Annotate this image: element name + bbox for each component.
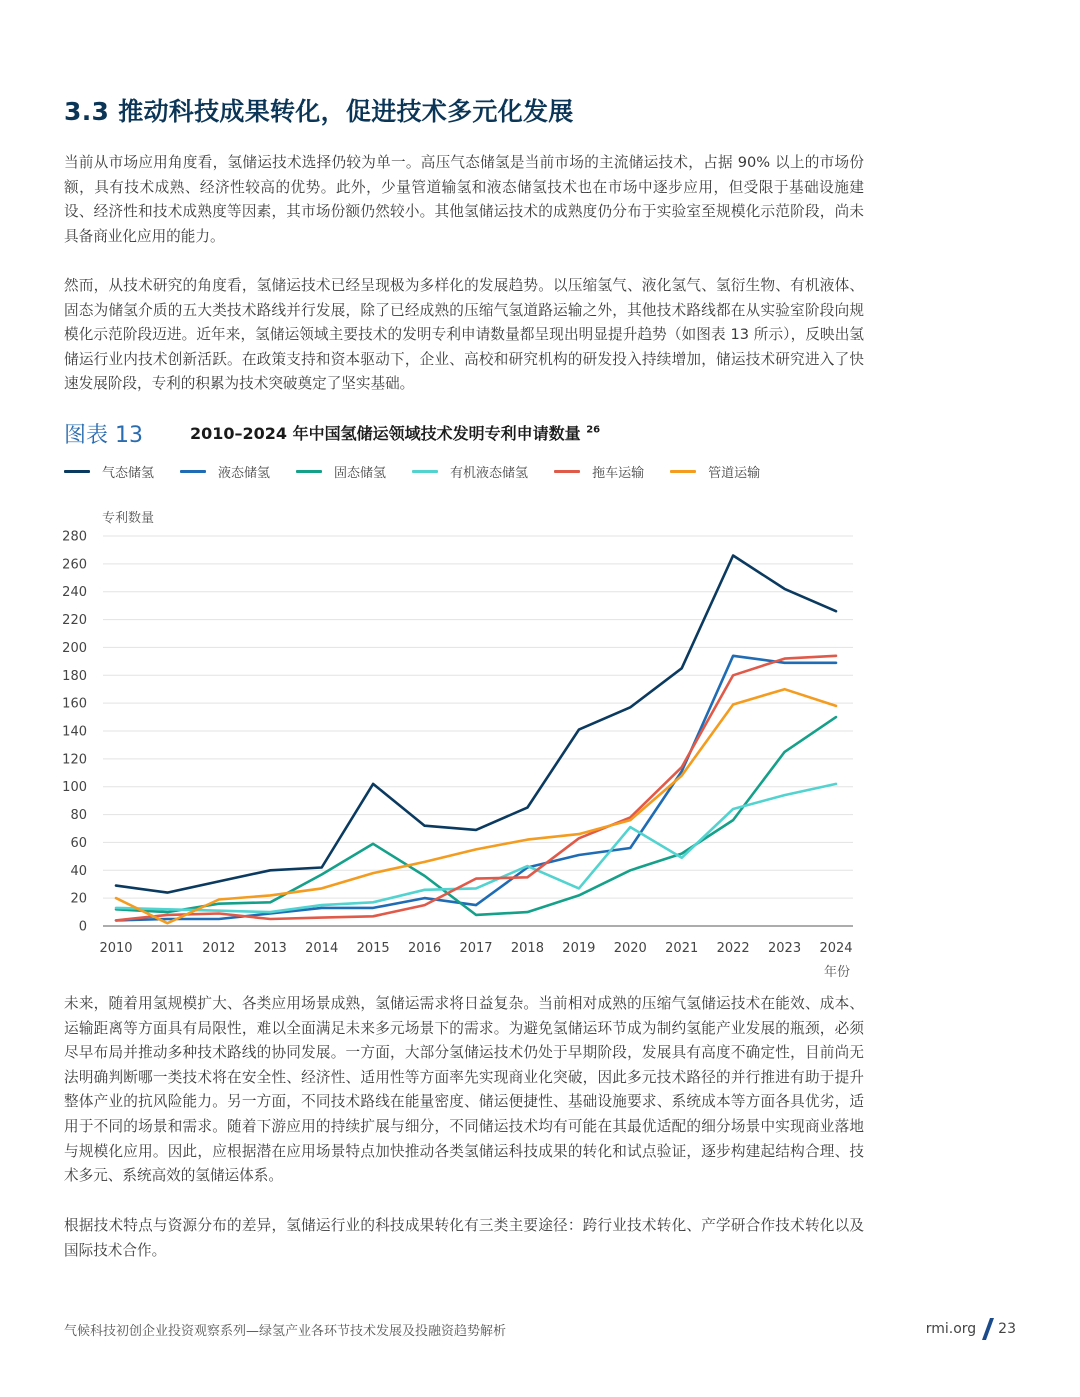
legend-swatch <box>296 470 322 473</box>
paragraph-2: 然而，从技术研究的角度看，氢储运技术已经呈现极为多样化的发展趋势。以压缩氢气、液化氢气、氢衍生物、有机液体、固态为储氢介质的五大类技术路线并行发展，除了已经成熟的压缩气氢道路运输之外，其他技术路线都在从实验室阶段向规模化示范阶段迈进。近年来，氢储运领域主要技术的发明专利申请数量都呈现出明显提升趋势（如图表 13 所示），反映出氢储运行业内技术创新活跃。在政策支持和资本驱动下，企业、高校和研究机构的研发投入持续增加，储运技术研究进入了快速发展阶段，专利的积累为技术突破奠定了坚实基础。 <box>64 277 864 393</box>
y-tick-label: 80 <box>70 808 87 824</box>
series-line <box>116 784 836 912</box>
legend-item <box>180 462 270 481</box>
legend-item <box>412 462 528 481</box>
x-tick-label: 2011 <box>150 941 184 956</box>
series-line <box>116 717 836 915</box>
x-tick-label: 2016 <box>408 941 442 956</box>
y-tick-label: 200 <box>62 640 87 656</box>
y-tick-label: 40 <box>70 863 87 879</box>
chart-legend <box>64 462 786 481</box>
y-tick-label: 60 <box>70 835 87 851</box>
x-tick-label: 2024 <box>819 941 853 956</box>
legend-item <box>296 462 386 481</box>
figure-title <box>190 421 600 444</box>
legend-label: 管道运输 <box>708 466 761 481</box>
grid-lines <box>103 536 853 926</box>
legend-swatch <box>554 470 580 473</box>
figure-title-text: 2010–2024 年中国氢储运领域技术发明专利申请数量 <box>190 424 581 443</box>
footer-page-number: 23 <box>998 1321 1016 1337</box>
x-tick-label: 2012 <box>202 941 236 956</box>
y-tick-label: 100 <box>62 780 87 796</box>
x-tick-label: 2020 <box>613 941 647 956</box>
footer-series-title: 气候科技初创企业投资观察系列—绿氢产业各环节技术发展及投融资趋势解析 <box>64 1324 507 1339</box>
legend-label: 固态储氢 <box>334 466 387 481</box>
footer-site-link[interactable]: rmi.org <box>925 1321 977 1337</box>
x-tick-label: 2010 <box>99 941 133 956</box>
legend-item <box>554 462 644 481</box>
y-tick-label: 140 <box>62 724 87 740</box>
y-tick-label: 120 <box>62 752 87 768</box>
legend-item <box>670 462 760 481</box>
series-lines <box>116 556 836 924</box>
x-tick-label: 2015 <box>356 941 390 956</box>
y-tick-label: 240 <box>62 585 87 601</box>
y-tick-label: 180 <box>62 668 87 684</box>
legend-swatch <box>64 470 90 473</box>
y-tick-label: 220 <box>62 613 87 629</box>
legend-label: 气态储氢 <box>102 466 155 481</box>
figure-footnote-ref: 26 <box>586 424 601 436</box>
legend-swatch <box>670 470 696 473</box>
x-tick-label: 2022 <box>716 941 750 956</box>
legend-label: 液态储氢 <box>218 466 271 481</box>
y-tick-label: 280 <box>62 529 87 545</box>
line-chart <box>0 500 1080 985</box>
section-title: 3.3 推动科技成果转化，促进技术多元化发展 <box>64 97 574 126</box>
y-tick-label: 0 <box>78 919 87 935</box>
x-tick-label: 2013 <box>253 941 287 956</box>
x-tick-label: 2014 <box>305 941 339 956</box>
x-tick-label: 2019 <box>562 941 596 956</box>
x-tick-label: 2023 <box>768 941 802 956</box>
paragraph-3: 未来，随着用氢规模扩大、各类应用场景成熟，氢储运需求将日益复杂。当前相对成熟的压缩气氢储运技术在能效、成本、运输距离等方面具有局限性，难以全面满足未来多元场景下的需求。为避免氢储运环节成为制约氢能产业发展的瓶颈，必须尽早布局并推动多种技术路线的协同发展。一方面，大部分氢储运技术仍处于早期阶段，发展具有高度不确定性，目前尚无法明确判断哪一类技术将在安全性、经济性、适用性等方面率先实现商业化突破，因此多元技术路径的并行推进有助于提升整体产业的抗风险能力。另一方面，不同技术路线在能量密度、储运便捷性、基础设施要求、系统成本等方面各具优劣，适用于不同的场景和需求。随着下游应用的持续扩展与细分，不同储运技术均有可能在其最优适配的细分场景中实现商业落地与规模化应用。因此，应根据潜在应用场景特点加快推动各类氢储运科技成果的转化和试点验证，逐步构建起结构合理、技术多元、系统高效的氢储运体系。 <box>64 995 864 1185</box>
legend-item <box>64 462 154 481</box>
x-tick-label: 2017 <box>459 941 493 956</box>
x-tick-label: 2018 <box>510 941 544 956</box>
legend-label: 拖车运输 <box>592 466 645 481</box>
y-tick-labels <box>62 530 87 935</box>
paragraph-4: 根据技术特点与资源分布的差异，氢储运行业的科技成果转化有三类主要途径：跨行业技术转化、产学研合作技术转化以及国际技术合作。 <box>64 1217 864 1259</box>
legend-swatch <box>180 470 206 473</box>
figure-label: 图表 13 <box>64 423 143 448</box>
y-axis-label: 专利数量 <box>102 511 155 526</box>
legend-swatch <box>412 470 438 473</box>
y-tick-label: 160 <box>62 696 87 712</box>
footer-page-info <box>926 1318 1016 1340</box>
x-axis-label: 年份 <box>823 965 851 980</box>
x-tick-label: 2021 <box>665 941 699 956</box>
slash-divider-icon <box>982 1318 994 1340</box>
legend-label: 有机液态储氢 <box>450 466 529 481</box>
paragraph-1: 当前从市场应用角度看，氢储运技术选择仍较为单一。高压气态储氢是当前市场的主流储运技术，占据 90% 以上的市场份额，具有技术成熟、经济性较高的优势。此外，少量管道输氢和液态储氢技术也在市场中逐步应用，但受限于基础设施建设、经济性和技术成熟度等因素，其市场份额仍然较小。其他氢储运技术的成熟度仍分布于实验室至规模化示范阶段，尚未具备商业化应用的能力。 <box>64 154 864 245</box>
y-tick-label: 260 <box>62 557 87 573</box>
y-tick-label: 20 <box>70 891 87 907</box>
x-tick-labels <box>99 941 852 956</box>
